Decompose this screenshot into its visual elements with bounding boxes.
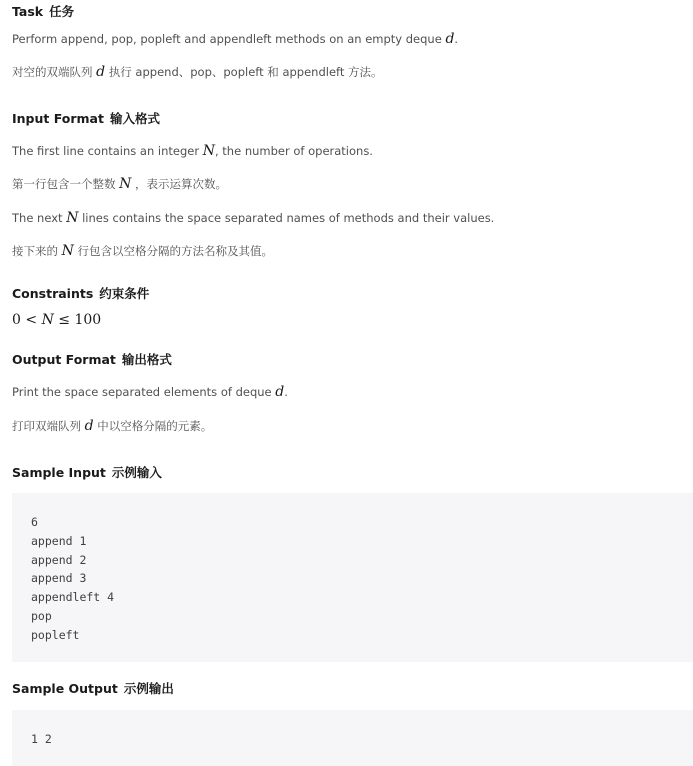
math-var-d: d [275,384,285,400]
math-var-n: N [202,143,215,159]
task-description-zh: 对空的双端队列 d 执行 append、pop、popleft 和 appendleft 方法。 [12,64,383,80]
sample-input-heading [12,463,162,481]
math-var-d: d [96,64,106,80]
sample-output-heading-en: Sample Output [12,681,118,696]
sample-output-heading-zh: 示例输出 [123,681,174,696]
output-format-heading [12,350,172,368]
constraint-formula: 0 < N ≤ 100 [12,312,102,328]
math-var-n: N [41,312,54,328]
math-var-n: N [61,243,74,259]
task-heading-en: Task [12,4,44,19]
task-heading [12,2,74,20]
input-format-line2-en: The next N lines contains the space separated names of methods and their values. [12,210,495,226]
output-format-heading-zh: 输出格式 [121,352,172,367]
constraints-heading-zh: 约束条件 [99,286,150,301]
input-format-line1-zh: 第一行包含一个整数 N ，表示运算次数。 [12,176,228,192]
task-heading-zh: 任务 [49,4,75,19]
sample-output-code-block: 1 2 [12,710,693,766]
input-format-line1-en: The first line contains an integer N, the number of operations. [12,143,373,159]
math-var-n: N [66,210,79,226]
sample-output-heading [12,679,174,697]
input-format-heading [12,109,160,127]
input-format-line2-zh: 接下来的 N 行包含以空格分隔的方法名称及其值。 [12,243,274,259]
input-format-heading-en: Input Format [12,111,104,126]
output-format-description-en: Print the space separated elements of deque d. [12,384,288,400]
math-var-n: N [119,176,132,192]
math-var-d: d [84,418,94,434]
output-format-description-zh: 打印双端队列 d 中以空格分隔的元素。 [12,418,213,434]
constraints-heading-en: Constraints [12,286,94,301]
task-description-en: Perform append, pop, popleft and appendleft methods on an empty deque d. [12,31,459,47]
math-var-d: d [445,31,455,47]
constraints-heading [12,284,149,302]
sample-input-heading-en: Sample Input [12,465,106,480]
output-format-heading-en: Output Format [12,352,116,367]
sample-input-code-block: 6 append 1 append 2 append 3 appendleft 4 pop popleft [12,493,693,662]
input-format-heading-zh: 输入格式 [109,111,160,126]
sample-input-heading-zh: 示例输入 [111,465,162,480]
